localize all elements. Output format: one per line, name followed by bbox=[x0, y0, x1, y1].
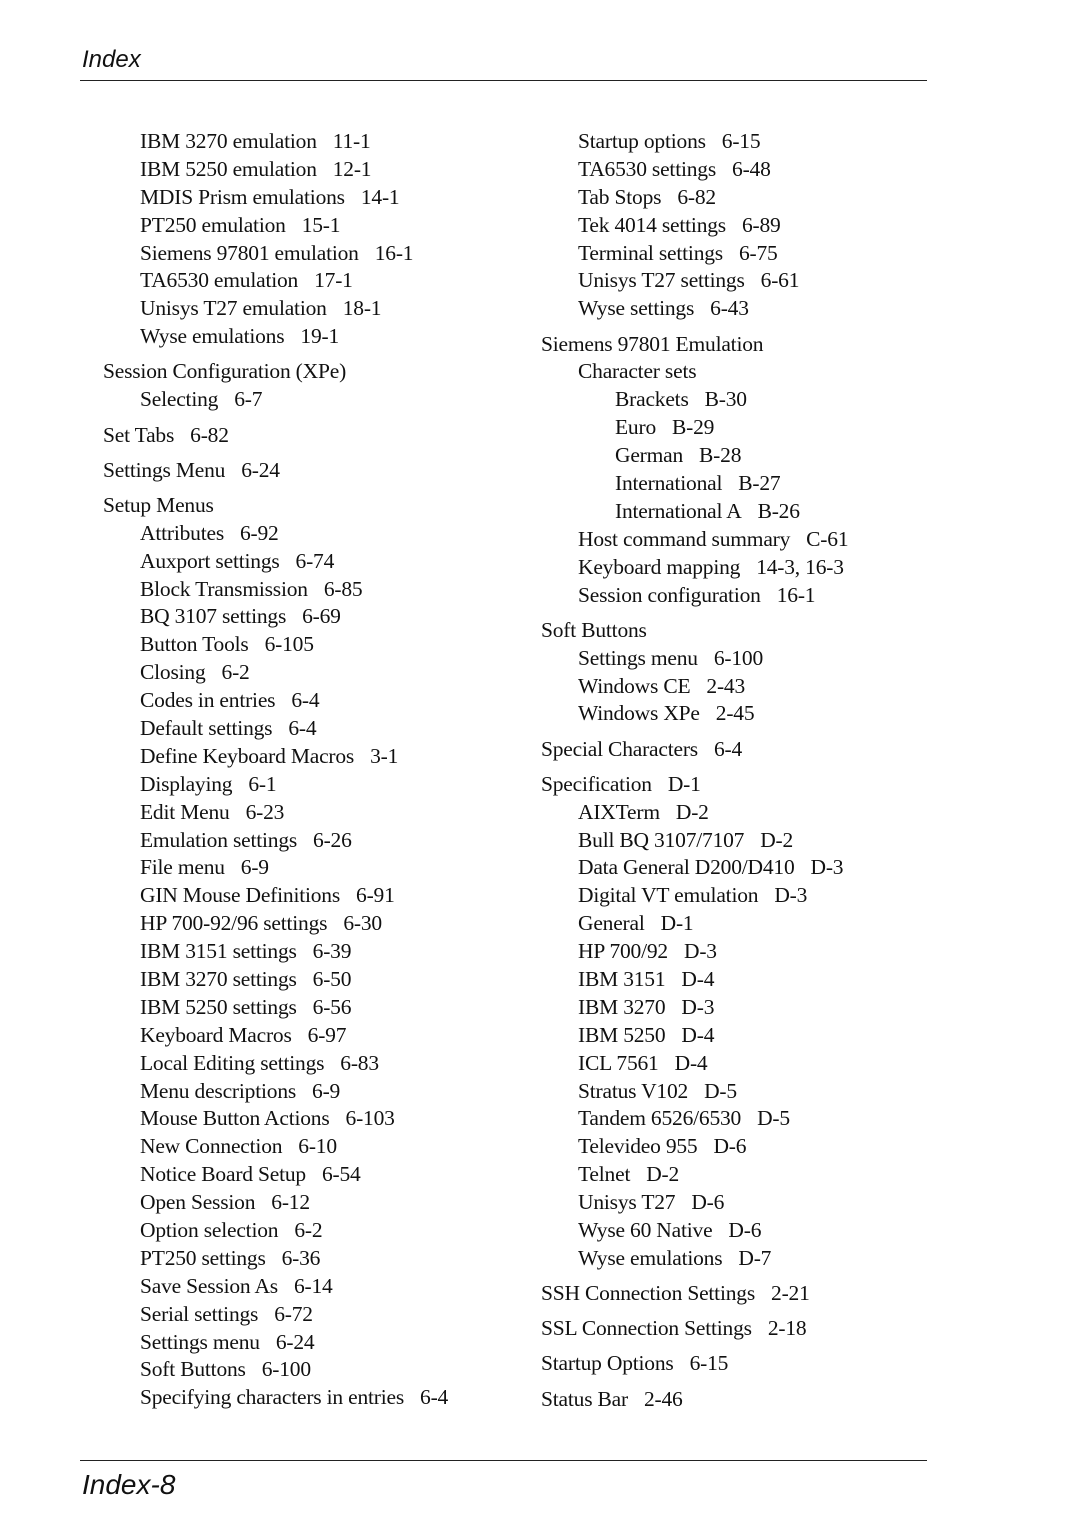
index-term: Notice Board Setup bbox=[140, 1162, 306, 1187]
index-term: Data General D200/D410 bbox=[578, 855, 795, 880]
index-term: German bbox=[615, 443, 684, 468]
index-entry bbox=[103, 1384, 448, 1412]
index-entry bbox=[103, 267, 448, 295]
index-entry bbox=[103, 882, 448, 910]
index-page-ref: 2-43 bbox=[706, 673, 746, 698]
index-term: Define Keyboard Macros bbox=[140, 743, 355, 768]
index-term: Status Bar bbox=[541, 1386, 628, 1411]
index-page-ref: 6-75 bbox=[738, 240, 778, 265]
index-entry bbox=[541, 1280, 848, 1308]
index-page-ref: 6-24 bbox=[241, 457, 280, 482]
index-page-ref: 14-3, 16-3 bbox=[756, 554, 844, 579]
index-entry bbox=[103, 295, 448, 323]
index-term: Settings Menu bbox=[103, 457, 226, 482]
index-entry bbox=[103, 128, 448, 156]
index-term: Stratus V102 bbox=[578, 1078, 689, 1103]
index-term: Tab Stops bbox=[578, 184, 662, 209]
index-entry bbox=[103, 1105, 448, 1133]
index-entry bbox=[541, 470, 848, 498]
index-term: Bull BQ 3107/7107 bbox=[578, 827, 745, 852]
index-entry bbox=[541, 295, 848, 323]
index-page-ref: 3-1 bbox=[370, 743, 399, 768]
index-term: Wyse 60 Native bbox=[578, 1218, 713, 1243]
index-entry bbox=[103, 799, 448, 827]
index-entry bbox=[103, 240, 448, 268]
index-page-ref: 6-2 bbox=[294, 1218, 323, 1243]
index-term: Wyse emulations bbox=[578, 1245, 723, 1270]
index-term: Specifying characters in entries bbox=[140, 1385, 405, 1410]
index-entry bbox=[103, 854, 448, 882]
index-page-ref: 6-83 bbox=[340, 1050, 379, 1075]
index-term: Special Characters bbox=[541, 736, 698, 761]
index-term: TA6530 emulation bbox=[140, 268, 299, 293]
index-term: PT250 settings bbox=[140, 1245, 266, 1270]
index-entry bbox=[541, 771, 848, 799]
index-page-ref: 6-7 bbox=[234, 387, 263, 412]
index-page-ref: D-4 bbox=[681, 1022, 715, 1047]
index-page-ref: 6-4 bbox=[291, 688, 320, 713]
index-page-ref: D-5 bbox=[757, 1106, 790, 1131]
index-term: SSH Connection Settings bbox=[541, 1281, 756, 1306]
index-term: Attributes bbox=[140, 520, 224, 545]
index-page-ref: 6-105 bbox=[264, 632, 314, 657]
index-term: International A bbox=[615, 498, 742, 523]
index-term: Settings menu bbox=[140, 1329, 260, 1354]
index-term: General bbox=[578, 911, 645, 936]
index-entry bbox=[103, 1050, 448, 1078]
index-term: Settings menu bbox=[578, 645, 698, 670]
index-term: Block Transmission bbox=[140, 576, 308, 601]
index-entry bbox=[541, 645, 848, 673]
index-term: Option selection bbox=[140, 1218, 279, 1243]
index-page-ref: 6-23 bbox=[245, 799, 285, 824]
index-entry bbox=[103, 659, 448, 687]
index-page-ref: 6-4 bbox=[288, 716, 317, 740]
index-entry bbox=[541, 212, 848, 240]
index-page-ref: 2-45 bbox=[715, 701, 755, 726]
index-term: HP 700-92/96 settings bbox=[140, 911, 328, 936]
index-entry bbox=[541, 882, 848, 910]
index-page-ref: 6-91 bbox=[356, 883, 395, 908]
index-term: Displaying bbox=[140, 771, 233, 796]
index-page-ref: 6-9 bbox=[240, 855, 269, 880]
index-term: HP 700/92 bbox=[578, 939, 668, 964]
index-entry bbox=[103, 576, 448, 604]
index-term: Soft Buttons bbox=[140, 1357, 246, 1382]
index-page-ref: D-1 bbox=[667, 771, 701, 796]
index-term: Button Tools bbox=[140, 632, 249, 657]
index-entry bbox=[103, 1329, 448, 1357]
index-term: Edit Menu bbox=[140, 799, 230, 824]
index-entry bbox=[541, 700, 848, 728]
index-page-ref: 6-89 bbox=[741, 212, 781, 237]
index-term: GIN Mouse Definitions bbox=[140, 883, 341, 908]
index-entry bbox=[541, 617, 848, 645]
index-term: Wyse settings bbox=[578, 296, 695, 321]
header-rule bbox=[80, 80, 927, 81]
index-page-ref: D-1 bbox=[660, 911, 694, 936]
index-page-ref: D-6 bbox=[713, 1134, 747, 1159]
index-entry bbox=[103, 966, 448, 994]
index-page-ref: 6-4 bbox=[713, 736, 743, 761]
index-entry bbox=[541, 994, 848, 1022]
index-page-ref: 6-56 bbox=[312, 994, 352, 1019]
index-entry bbox=[541, 267, 848, 295]
index-term: IBM 5250 emulation bbox=[140, 156, 317, 181]
index-entry bbox=[103, 422, 448, 450]
index-term: Digital VT emulation bbox=[578, 883, 759, 908]
index-term: Startup options bbox=[578, 129, 706, 153]
index-entry bbox=[103, 743, 448, 771]
index-entry bbox=[541, 1350, 848, 1378]
index-term: Keyboard mapping bbox=[578, 554, 741, 579]
index-entry bbox=[103, 1189, 448, 1217]
index-page-ref: 6-10 bbox=[298, 1134, 337, 1159]
index-entry bbox=[541, 1078, 848, 1106]
index-page-ref: 12-1 bbox=[332, 156, 372, 181]
index-page-ref: 6-1 bbox=[248, 771, 277, 796]
index-entry bbox=[541, 526, 848, 554]
index-page-ref: B-26 bbox=[757, 498, 800, 523]
index-page-ref: 6-69 bbox=[302, 604, 341, 629]
index-term: Open Session bbox=[140, 1190, 256, 1215]
index-entry bbox=[541, 358, 848, 386]
index-entry bbox=[103, 1273, 448, 1301]
index-term: Unisys T27 emulation bbox=[140, 296, 327, 321]
index-page-ref: B-30 bbox=[704, 387, 747, 412]
index-term: Codes in entries bbox=[140, 688, 276, 713]
index-page-ref: D-3 bbox=[684, 939, 717, 964]
index-page-ref: 6-100 bbox=[713, 645, 764, 670]
index-entry bbox=[541, 386, 848, 414]
index-entry bbox=[103, 715, 448, 743]
index-term: IBM 3151 settings bbox=[140, 939, 297, 964]
index-entry bbox=[103, 1022, 448, 1050]
index-page-ref: 6-82 bbox=[190, 422, 229, 447]
index-term: IBM 3151 bbox=[578, 967, 666, 992]
index-entry bbox=[541, 1217, 848, 1245]
index-term: IBM 3270 settings bbox=[140, 967, 297, 992]
index-page-ref: 6-24 bbox=[275, 1329, 315, 1354]
index-entry bbox=[541, 827, 848, 855]
index-entry bbox=[103, 212, 448, 240]
index-term: Local Editing settings bbox=[140, 1050, 325, 1075]
index-page-ref: D-2 bbox=[675, 799, 709, 824]
index-entry bbox=[541, 1386, 848, 1414]
index-term: Startup Options bbox=[541, 1351, 674, 1376]
index-entry bbox=[541, 966, 848, 994]
index-term: File menu bbox=[140, 855, 225, 880]
index-term: Keyboard Macros bbox=[140, 1022, 292, 1047]
index-term: Unisys T27 settings bbox=[578, 268, 745, 293]
index-page-ref: 6-15 bbox=[721, 129, 761, 153]
index-page-ref: 6-61 bbox=[760, 268, 800, 293]
index-entry bbox=[103, 910, 448, 938]
index-page-ref: D-4 bbox=[674, 1050, 708, 1075]
index-term: Soft Buttons bbox=[541, 617, 647, 642]
index-page-ref: 17-1 bbox=[314, 268, 353, 293]
index-entry bbox=[103, 457, 448, 485]
index-page-ref: 15-1 bbox=[301, 212, 341, 237]
index-entry bbox=[103, 520, 448, 548]
index-page-ref: 6-39 bbox=[312, 939, 352, 964]
index-entry bbox=[103, 156, 448, 184]
index-term: IBM 3270 bbox=[578, 994, 666, 1019]
index-term: Selecting bbox=[140, 387, 219, 412]
index-page-ref: 6-30 bbox=[343, 911, 382, 936]
index-term: New Connection bbox=[140, 1134, 283, 1159]
index-term: SSL Connection Settings bbox=[541, 1316, 752, 1341]
index-entry bbox=[103, 1217, 448, 1245]
index-page-ref: D-4 bbox=[681, 967, 715, 992]
index-page-ref: 6-15 bbox=[689, 1351, 729, 1376]
index-term: Terminal settings bbox=[578, 240, 723, 265]
index-entry bbox=[103, 631, 448, 659]
index-page-ref: C-61 bbox=[806, 526, 849, 551]
index-term: IBM 3270 emulation bbox=[140, 129, 317, 153]
index-page-ref: D-3 bbox=[681, 994, 715, 1019]
index-term: Euro bbox=[615, 415, 656, 440]
index-entry bbox=[103, 771, 448, 799]
index-column-right bbox=[541, 128, 848, 1414]
index-term: AIXTerm bbox=[578, 799, 660, 824]
index-entry bbox=[541, 799, 848, 827]
index-page-ref: 2-21 bbox=[771, 1281, 810, 1306]
index-page-ref: 2-18 bbox=[767, 1316, 807, 1341]
index-entry bbox=[541, 1050, 848, 1078]
index-term: IBM 5250 settings bbox=[140, 994, 297, 1019]
index-entry bbox=[541, 1133, 848, 1161]
index-page-ref: 6-48 bbox=[732, 156, 771, 181]
index-entry bbox=[103, 184, 448, 212]
index-term: Wyse emulations bbox=[140, 324, 285, 349]
index-term: International bbox=[615, 470, 723, 495]
index-entry bbox=[103, 1078, 448, 1106]
index-page-ref: D-5 bbox=[704, 1078, 737, 1103]
index-term: Tek 4014 settings bbox=[578, 212, 726, 237]
index-page-ref: B-28 bbox=[699, 443, 742, 468]
index-term: Telnet bbox=[578, 1162, 631, 1187]
index-entry bbox=[541, 1245, 848, 1273]
index-entry bbox=[541, 240, 848, 268]
index-entry bbox=[103, 548, 448, 576]
index-entry bbox=[103, 938, 448, 966]
index-page-ref: 6-50 bbox=[312, 967, 352, 992]
index-term: Specification bbox=[541, 771, 652, 796]
index-entry bbox=[541, 128, 848, 156]
index-page-ref: 2-46 bbox=[643, 1386, 683, 1411]
index-page-ref: 6-103 bbox=[345, 1106, 395, 1131]
index-entry bbox=[541, 1105, 848, 1133]
index-page-ref: 19-1 bbox=[300, 324, 340, 349]
index-entry bbox=[103, 323, 448, 351]
index-entry bbox=[103, 1301, 448, 1329]
index-term: Windows CE bbox=[578, 673, 691, 698]
index-entry bbox=[103, 358, 448, 386]
index-term: Unisys T27 bbox=[578, 1190, 676, 1215]
index-term: Siemens 97801 emulation bbox=[140, 240, 359, 265]
index-entry bbox=[541, 156, 848, 184]
index-entry bbox=[541, 1022, 848, 1050]
index-term: Menu descriptions bbox=[140, 1078, 297, 1103]
index-entry bbox=[541, 1161, 848, 1189]
index-entry bbox=[541, 736, 848, 764]
index-page-ref: 11-1 bbox=[332, 129, 371, 153]
index-term: IBM 5250 bbox=[578, 1022, 666, 1047]
index-entry bbox=[541, 414, 848, 442]
index-page-ref: 6-82 bbox=[677, 184, 716, 209]
index-entry bbox=[103, 1356, 448, 1384]
index-entry bbox=[103, 827, 448, 855]
index-entry bbox=[541, 938, 848, 966]
index-entry bbox=[103, 1133, 448, 1161]
index-entry bbox=[541, 442, 848, 470]
index-entry bbox=[103, 687, 448, 715]
index-entry bbox=[103, 492, 448, 520]
index-term: Mouse Button Actions bbox=[140, 1106, 330, 1131]
index-term: ICL 7561 bbox=[578, 1050, 659, 1075]
index-term: PT250 emulation bbox=[140, 212, 286, 237]
index-term: Serial settings bbox=[140, 1301, 259, 1326]
index-page-ref: 6-85 bbox=[323, 576, 363, 601]
index-page-ref: 6-4 bbox=[420, 1385, 449, 1410]
index-entry bbox=[541, 498, 848, 526]
index-page-ref: 6-92 bbox=[240, 520, 279, 545]
index-page-ref: 18-1 bbox=[342, 296, 382, 321]
index-page-ref: 6-54 bbox=[321, 1162, 361, 1187]
index-entry bbox=[541, 673, 848, 701]
index-term: Save Session As bbox=[140, 1273, 278, 1298]
index-page-ref: 6-14 bbox=[293, 1273, 333, 1298]
index-entry bbox=[541, 184, 848, 212]
index-term: TA6530 settings bbox=[578, 156, 717, 181]
index-term: Set Tabs bbox=[103, 422, 175, 447]
index-entry bbox=[541, 554, 848, 582]
index-entry bbox=[541, 582, 848, 610]
index-term: Televideo 955 bbox=[578, 1134, 698, 1159]
index-page-ref: 6-36 bbox=[281, 1245, 321, 1270]
index-page-ref: 14-1 bbox=[360, 184, 400, 209]
index-page-ref: 16-1 bbox=[776, 582, 816, 607]
index-entry bbox=[541, 1315, 848, 1343]
index-term: Siemens 97801 Emulation bbox=[541, 331, 764, 356]
index-column-left bbox=[103, 128, 448, 1412]
index-page-ref: B-29 bbox=[672, 415, 715, 440]
index-entry bbox=[103, 1245, 448, 1273]
footer-rule bbox=[80, 1460, 927, 1461]
index-page-ref: 6-12 bbox=[271, 1190, 310, 1215]
index-term: Default settings bbox=[140, 716, 273, 740]
index-term: Tandem 6526/6530 bbox=[578, 1106, 742, 1131]
index-term: Setup Menus bbox=[103, 492, 214, 517]
index-term: Auxport settings bbox=[140, 548, 280, 573]
index-page-ref: D-2 bbox=[646, 1162, 680, 1187]
index-page-ref: D-3 bbox=[774, 883, 808, 908]
running-header: Index bbox=[82, 46, 141, 73]
index-entry bbox=[103, 603, 448, 631]
index-entry bbox=[103, 994, 448, 1022]
index-term: MDIS Prism emulations bbox=[140, 184, 345, 209]
index-term: Session Configuration (XPe) bbox=[103, 359, 347, 384]
index-term: Windows XPe bbox=[578, 701, 700, 726]
index-page-ref: D-6 bbox=[728, 1218, 762, 1243]
index-page-ref: 6-2 bbox=[221, 660, 250, 685]
index-page-ref: D-6 bbox=[691, 1190, 725, 1215]
page-number: Index-8 bbox=[82, 1469, 176, 1500]
index-term: Brackets bbox=[615, 387, 689, 412]
index-term: Host command summary bbox=[578, 526, 791, 551]
index-page-ref: D-7 bbox=[738, 1245, 772, 1270]
index-page-ref: 6-97 bbox=[307, 1022, 347, 1047]
index-term: Session configuration bbox=[578, 582, 761, 607]
index-term: Closing bbox=[140, 660, 206, 685]
index-entry bbox=[541, 854, 848, 882]
index-page-ref: 6-43 bbox=[710, 296, 749, 321]
index-page-ref: 6-72 bbox=[274, 1301, 313, 1326]
index-page-ref: 6-100 bbox=[261, 1357, 311, 1382]
index-entry bbox=[103, 1161, 448, 1189]
index-entry bbox=[541, 1189, 848, 1217]
index-entry bbox=[103, 386, 448, 414]
index-page-ref: B-27 bbox=[738, 470, 781, 495]
index-page-ref: D-3 bbox=[810, 855, 844, 880]
index-page-ref: D-2 bbox=[760, 827, 794, 852]
index-entry bbox=[541, 910, 848, 938]
index-page-ref: 16-1 bbox=[374, 240, 414, 265]
index-term: Character sets bbox=[578, 359, 697, 384]
index-page-ref: 6-26 bbox=[313, 827, 352, 852]
index-page-ref: 6-74 bbox=[295, 548, 335, 573]
index-entry bbox=[541, 331, 848, 359]
index-page-ref: 6-9 bbox=[312, 1078, 341, 1103]
index-term: BQ 3107 settings bbox=[140, 604, 287, 629]
index-term: Emulation settings bbox=[140, 827, 298, 852]
